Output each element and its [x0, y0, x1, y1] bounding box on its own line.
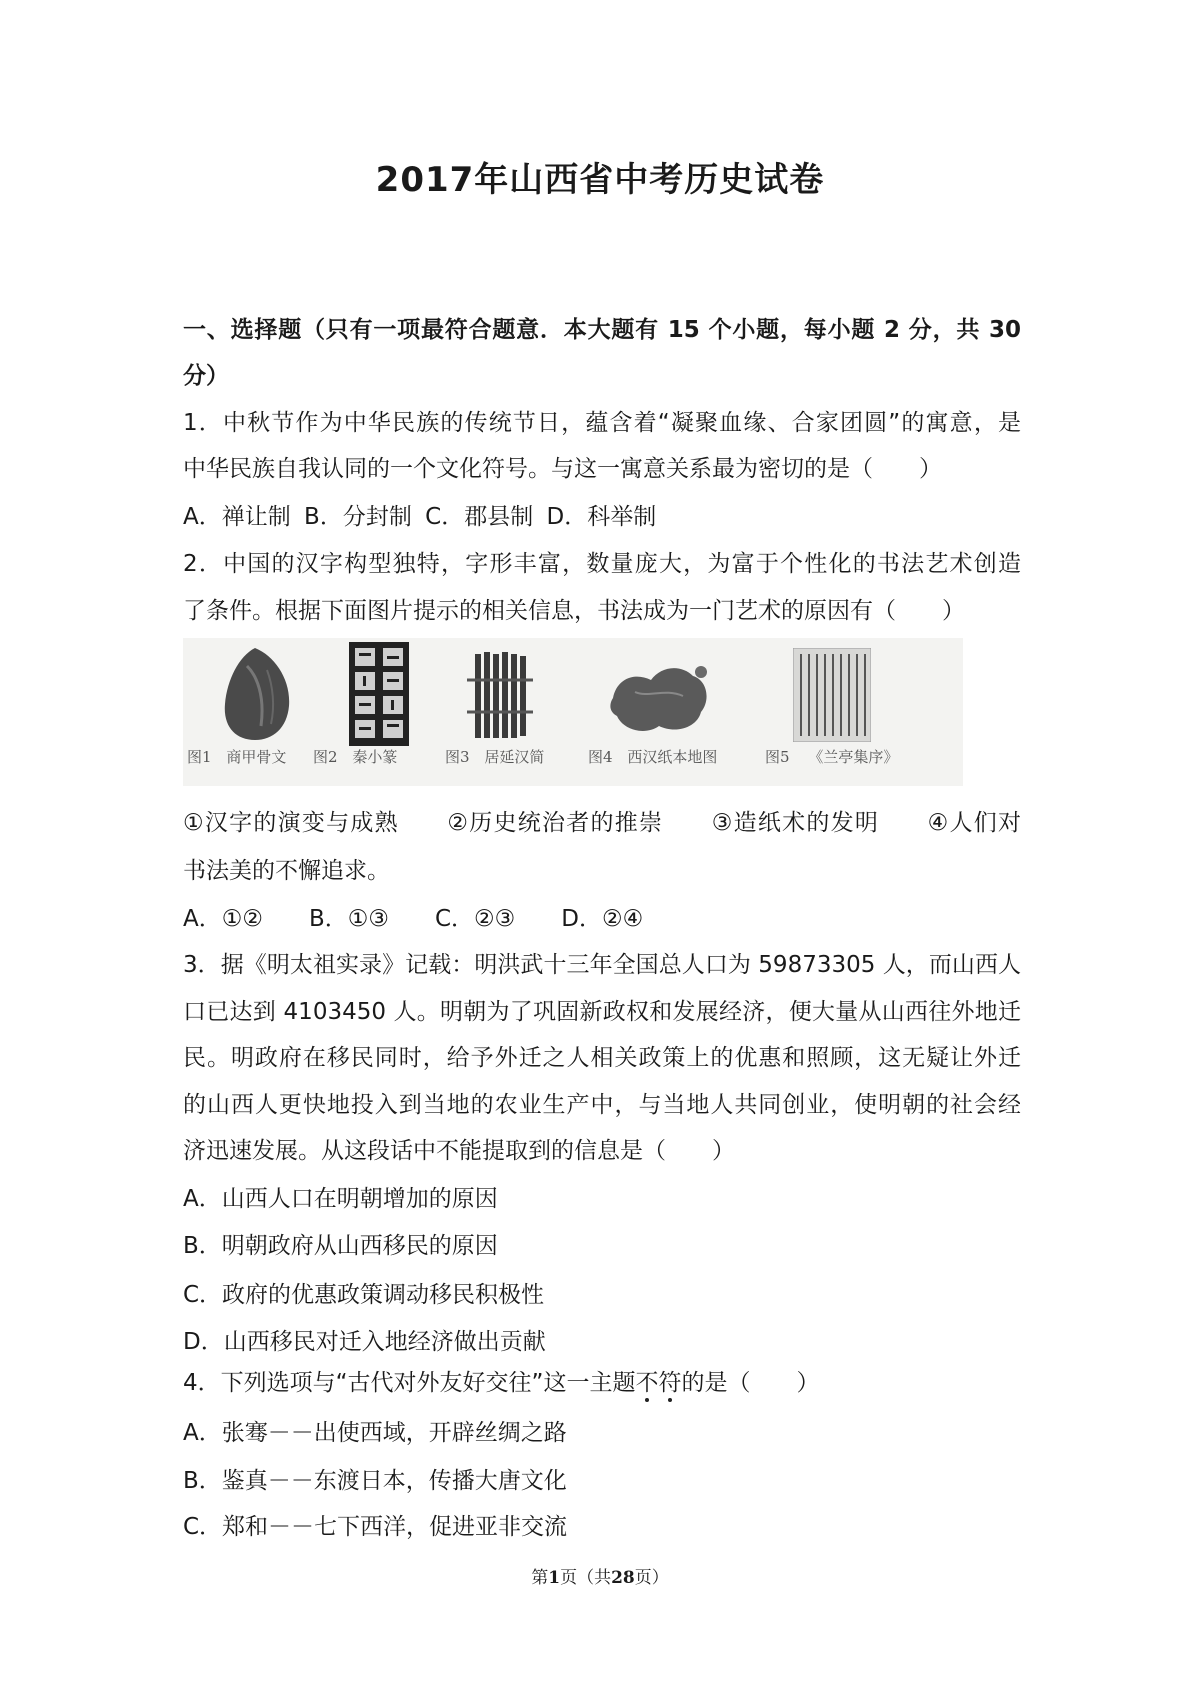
paper-map-image: [605, 658, 715, 738]
q3-option-a: A．山西人口在明朝增加的原因: [183, 1186, 498, 1212]
q4-stem: [183, 1368, 819, 1398]
page-title: 2017年山西省中考历史试卷: [375, 160, 825, 200]
figure2-label: 图2: [313, 748, 338, 766]
q3-stem-line3: 民。明政府在移民同时，给予外迁之人相关政策上的优惠和照顾，这无疑让外迁: [183, 1045, 1021, 1071]
q3-stem-line2: 口已达到 4103450 人。明朝为了巩固新政权和发展经济，便大量从山西往外地迁: [183, 999, 1021, 1025]
q4-option-a: A．张骞－－出使西域，开辟丝绸之路: [183, 1420, 567, 1446]
q2-items-line2: 书法美的不懈追求。: [183, 858, 390, 884]
q2-stem-line1: 2．中国的汉字构型独特，字形丰富，数量庞大，为富于个性化的书法艺术创造: [183, 551, 1021, 577]
q4-emphasis-char2: 符: [658, 1370, 682, 1396]
footer-pre: 第: [531, 1568, 549, 1588]
figure1-label: 图1: [187, 748, 212, 766]
footer-mid: 页（共: [560, 1568, 612, 1588]
q4-option-b: B．鉴真－－东渡日本，传播大唐文化: [183, 1468, 567, 1494]
figure2-name: 秦小篆: [352, 748, 398, 766]
calligraphy-image: [793, 648, 871, 742]
q2-items-line1: ①汉字的演变与成熟 ②历史统治者的推崇 ③造纸术的发明 ④人们对: [183, 810, 1021, 836]
q4-stem-prefix: 4．下列选项与“古代对外友好交往”这一主题: [183, 1370, 636, 1396]
seal-script-image: [349, 642, 409, 746]
q4-emphasis-char1: 不: [635, 1370, 659, 1396]
q3-stem-line5: 济迅速发展。从这段话中不能提取到的信息是（ ）: [183, 1138, 735, 1164]
figure1-name: 商甲骨文: [226, 748, 287, 766]
q1-stem-line1: 1．中秋节作为中华民族的传统节日，蕴含着“凝聚血缘、合家团圆”的寓意，是: [183, 410, 1021, 436]
figure4-name: 西汉纸本地图: [627, 748, 718, 766]
q2-options: A．①② B．①③ C．②③ D．②④: [183, 906, 644, 932]
q2-figure-strip: [183, 638, 963, 786]
figure5-label: 图5: [765, 748, 790, 766]
bamboo-slips-image: [465, 650, 535, 742]
footer-post: 页）: [634, 1568, 669, 1588]
figure3-label: 图3: [445, 748, 470, 766]
footer-total-pages: 28: [611, 1568, 635, 1588]
q3-option-d: D．山西移民对迁入地经济做出贡献: [183, 1329, 546, 1355]
figure3-caption: [445, 746, 544, 767]
figure1-caption: [187, 746, 286, 767]
section-heading-line1: 一、选择题（只有一项最符合题意．本大题有 15 个小题，每小题 2 分，共 30: [183, 317, 1021, 343]
q4-stem-suffix: 的是（ ）: [681, 1370, 820, 1396]
page-footer: [0, 1563, 1200, 1588]
q4-option-c: C．郑和－－七下西洋，促进亚非交流: [183, 1514, 568, 1540]
oracle-bone-image: [217, 646, 297, 744]
q3-option-c: C．政府的优惠政策调动移民积极性: [183, 1282, 545, 1308]
figure4-label: 图4: [588, 748, 613, 766]
q3-stem-line4: 的山西人更快地投入到当地的农业生产中，与当地人共同创业，使明朝的社会经: [183, 1092, 1021, 1118]
q2-stem-line2: 了条件。根据下面图片提示的相关信息，书法成为一门艺术的原因有（ ）: [183, 598, 965, 624]
q3-option-b: B．明朝政府从山西移民的原因: [183, 1233, 498, 1259]
footer-page-number: 1: [548, 1568, 561, 1588]
figure2-caption: [313, 746, 397, 767]
q1-options: A．禅让制 B．分封制 C．郡县制 D．科举制: [183, 504, 657, 530]
figure5-caption: [765, 746, 898, 767]
figure3-name: 居延汉简: [484, 748, 545, 766]
q3-stem-line1: 3．据《明太祖实录》记载：明洪武十三年全国总人口为 59873305 人，而山西人: [183, 952, 1021, 978]
figure5-name: 《兰亭集序》: [808, 748, 899, 766]
section-heading-line2: 分）: [183, 363, 229, 389]
q1-stem-line2: 中华民族自我认同的一个文化符号。与这一寓意关系最为密切的是（ ）: [183, 456, 942, 482]
figure4-caption: [588, 746, 717, 767]
